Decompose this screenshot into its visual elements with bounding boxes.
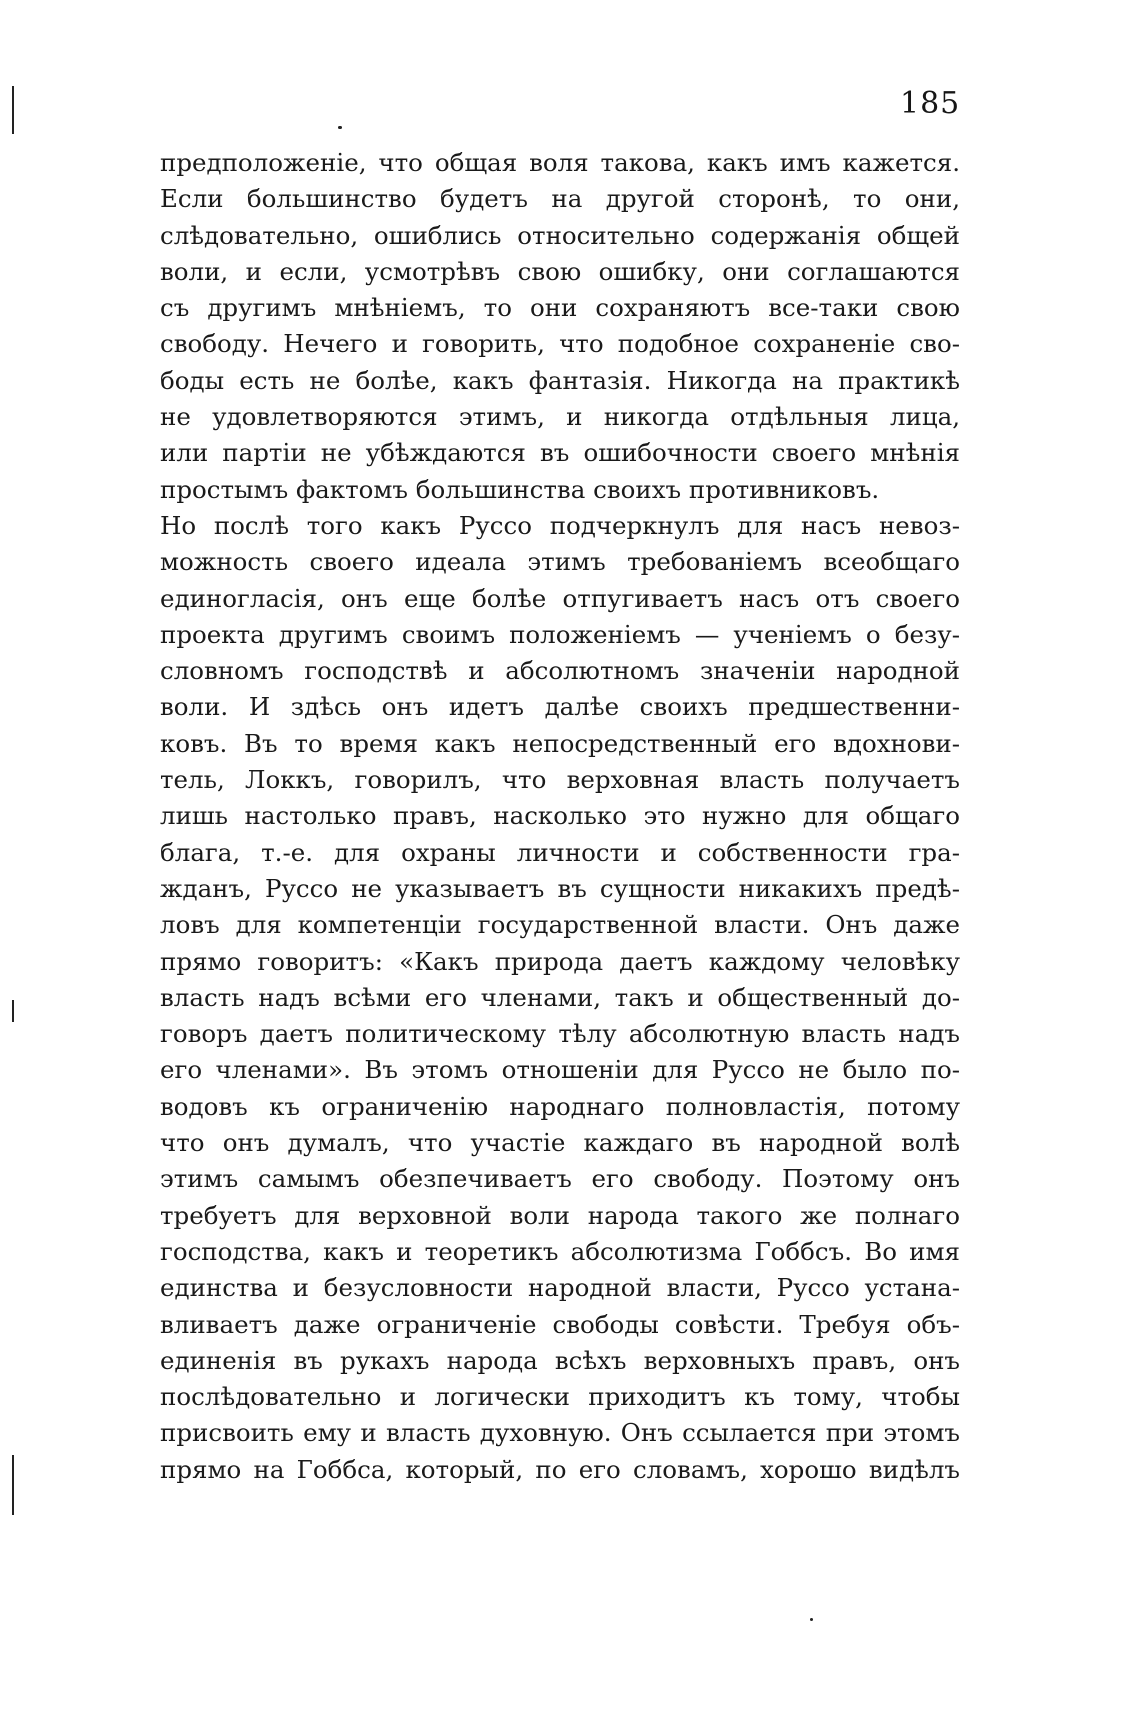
text-line: единогласія, онъ еще болѣе отпугиваетъ насъ отъ своего	[160, 583, 960, 613]
text-line: что онъ думалъ, что участіе каждаго въ народной волѣ	[160, 1128, 960, 1158]
text-line: этимъ самымъ обезпечиваетъ его свободу. Поэтому онъ	[160, 1164, 960, 1194]
text-line: ковъ. Въ то время какъ непосредственный его вдохнови-	[160, 728, 960, 758]
text-line: боды есть не болѣе, какъ фантазія. Никогда на практикѣ	[160, 365, 960, 395]
text-line: предположеніе, что общая воля такова, какъ имъ кажется.	[160, 148, 960, 177]
scan-edge-mark	[12, 1455, 14, 1515]
text-line: прямо на Гоббса, который, по его словамъ, хорошо видѣлъ	[160, 1454, 960, 1484]
text-line: вливаетъ даже ограниченіе свободы совѣсти. Требуя объ-	[160, 1309, 960, 1339]
text-line: единства и безусловности народной власти, Руссо устана-	[160, 1273, 960, 1303]
text-line: словномъ господствѣ и абсолютномъ значеніи народной	[160, 656, 960, 686]
text-line: требуетъ для верховной воли народа такого же полнаго	[160, 1200, 960, 1230]
text-line: или партіи не убѣждаются въ ошибочности своего мнѣнія	[160, 438, 960, 468]
text-line: Но послѣ того какъ Руссо подчеркнулъ для насъ невоз-	[160, 510, 960, 540]
scan-speck	[810, 1618, 813, 1621]
text-line: воли. И здѣсь онъ идетъ далѣе своихъ предшественни-	[160, 692, 960, 722]
text-line: его членами». Въ этомъ отношеніи для Руссо не было по-	[160, 1055, 960, 1085]
text-line: не удовлетворяются этимъ, и никогда отдѣльныя лица,	[160, 402, 960, 432]
text-line: жданъ, Руссо не указываетъ въ сущности никакихъ предѣ-	[160, 873, 960, 903]
text-line: свободу. Нечего и говорить, что подобное сохраненіе сво-	[160, 329, 960, 359]
page-number: 185	[900, 86, 961, 121]
text-line: слѣдовательно, ошиблись относительно содержанія общей	[160, 220, 960, 250]
text-line: Если большинство будетъ на другой сторонѣ, то они,	[160, 184, 960, 214]
text-line: водовъ къ ограниченію народнаго полновластія, потому	[160, 1091, 960, 1121]
text-line: лишь настолько правъ, насколько это нужно для общаго	[160, 801, 960, 831]
text-line: проекта другимъ своимъ положеніемъ — ученіемъ о безу-	[160, 619, 960, 649]
text-line: простымъ фактомъ большинства своихъ противниковъ.	[160, 474, 880, 504]
text-line: власть надъ всѣми его членами, такъ и общественный до-	[160, 982, 960, 1012]
scan-edge-mark	[12, 1000, 14, 1022]
text-line: можность своего идеала этимъ требованіемъ всеобщаго	[160, 547, 960, 577]
scan-speck	[338, 126, 342, 129]
text-line: присвоить ему и власть духовную. Онъ ссылается при этомъ	[160, 1418, 960, 1448]
text-line: тель, Локкъ, говорилъ, что верховная власть получаетъ	[160, 765, 960, 795]
text-line: послѣдовательно и логически приходитъ къ тому, чтобы	[160, 1382, 960, 1412]
text-line: блага, т.-е. для охраны личности и собственности гра-	[160, 837, 960, 867]
text-line: съ другимъ мнѣніемъ, то они сохраняютъ все-таки свою	[160, 293, 960, 323]
scan-edge-mark	[12, 86, 14, 134]
body-text	[160, 145, 960, 1488]
text-line: единенія въ рукахъ народа всѣхъ верховныхъ правъ, онъ	[160, 1345, 960, 1375]
text-line: ловъ для компетенціи государственной власти. Онъ даже	[160, 910, 960, 940]
text-line: прямо говоритъ: «Какъ природа даетъ каждому человѣку	[160, 946, 960, 976]
text-line: говоръ даетъ политическому тѣлу абсолютную власть надъ	[160, 1019, 960, 1049]
text-line: господства, какъ и теоретикъ абсолютизма Гоббсъ. Во имя	[160, 1236, 960, 1266]
text-line: воли, и если, усмотрѣвъ свою ошибку, они соглашаются	[160, 256, 960, 286]
